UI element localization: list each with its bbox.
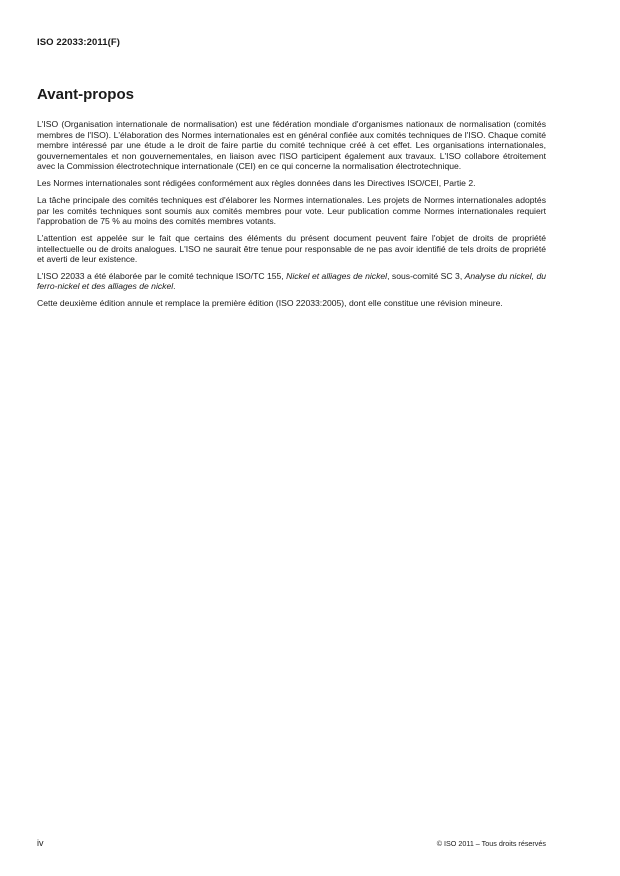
document-identifier: ISO 22033:2011(F) xyxy=(37,37,121,48)
foreword-body xyxy=(37,119,546,315)
paragraph-main-task: La tâche principale des comités techniques est d'élaborer les Normes internationales. Les projets de Normes internationales adoptés par les comités techniques sont soumis aux comités membres pour vote. Leur publication comme Normes internationales requiert l'approbation de 75 % au moins des comités membres votants. xyxy=(37,194,546,227)
paragraph-iso-organisation: L'ISO (Organisation internationale de normalisation) est une fédération mondiale d'organismes nationaux de normalisation (comités membres de l'ISO). L'élaboration des Normes internationales est en général confiée aux comités techniques de l'ISO. Chaque comité membre intéressé par une étude a le droit de faire partie du comité technique créé à cet effet. Les organisations internationales, gouvernementales et non gouvernementales, en liaison avec l'ISO participent également aux travaux. L'ISO collabore étroitement avec la Commission électrotechnique internationale (CEI) en ce qui concerne la normalisation électrotechnique. xyxy=(37,119,546,172)
committee-text-end: . xyxy=(173,281,176,292)
paragraph-directives: Les Normes internationales sont rédigées conformément aux règles données dans les Directives ISO/CEI, Partie 2. xyxy=(37,178,476,189)
section-title: Avant-propos xyxy=(37,86,134,103)
paragraph-committee xyxy=(37,271,546,292)
committee-text-start: L'ISO 22033 a été élaborée par le comité technique ISO/TC 155, xyxy=(37,270,287,281)
copyright-notice: © ISO 2011 – Tous droits réservés xyxy=(436,839,546,848)
subcommittee-name: Analyse du nickel, du ferro-nickel et des alliages de nickel xyxy=(37,270,547,292)
committee-name: Nickel et alliages de nickel xyxy=(286,270,388,281)
paragraph-edition: Cette deuxième édition annule et remplace la première édition (ISO 22033:2005), dont elle constitue une révision mineure. xyxy=(37,298,503,309)
paragraph-patent-rights: L'attention est appelée sur le fait que certains des éléments du présent document peuvent faire l'objet de droits de propriété intellectuelle ou de droits analogues. L'ISO ne saurait être tenue pour responsable de ne pas avoir identifié de tels droits de propriété et averti de leur existence. xyxy=(37,232,546,265)
committee-text-middle: , sous-comité SC 3, xyxy=(387,270,465,281)
page-number: iv xyxy=(37,838,44,848)
